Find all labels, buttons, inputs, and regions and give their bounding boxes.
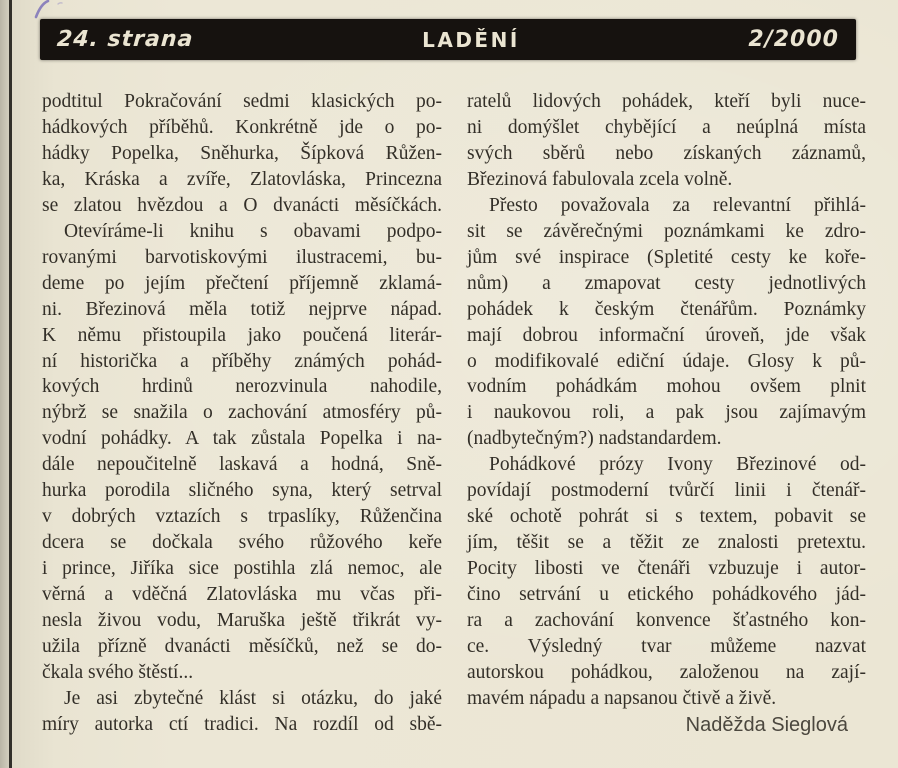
text-line: věrná a vděčná Zlatovláska mu včas při-	[42, 584, 442, 606]
text-line: se zlatou hvězdou a O dvanácti měsíčkách.	[42, 194, 442, 216]
text-line: ka, Kráska a zvíře, Zlatovláska, Princezna	[42, 168, 442, 190]
text-line: (nadbytečným?) nadstandardem.	[467, 428, 722, 450]
text-line: jím, těšit se a těžit ze znalosti pretextu.	[467, 532, 866, 554]
text-line: kových hrdinů nerozvinula nahodile,	[42, 376, 442, 398]
text-line: i prince, Jiříka sice postihla zlá nemoc, ale	[42, 558, 442, 580]
text-line: i naukovou roli, a pak jsou zajímavým	[467, 402, 866, 424]
text-line: K němu přistoupila jako poučená literár-	[42, 324, 442, 346]
left-column	[42, 89, 442, 738]
issue-number: 2/2000	[748, 27, 839, 52]
magazine-title: LADĚNÍ	[422, 27, 520, 52]
text-line: Je asi zbytečné klást si otázku, do jaké	[64, 687, 442, 709]
text-line: ni. Březinová měla totiž nejprve nápad.	[42, 298, 442, 320]
text-line: povídají postmoderní tvůrčí linii i čtenář-	[467, 480, 866, 502]
text-line: dále nepoučitelně laskavá a hodná, Sně-	[42, 454, 442, 476]
article-body	[42, 89, 866, 738]
text-line: hádkových příběhů. Konkrétně jde o po-	[42, 116, 442, 138]
text-line: Pocity libosti ve čtenáři vzbuzuje i autor-	[467, 558, 866, 580]
text-line: ce. Výsledný tvar můžeme nazvat	[467, 636, 866, 658]
text-line: vodním pohádkám mohou ovšem plnit	[467, 376, 866, 398]
author-signature: Naděžda Sieglová	[685, 713, 848, 736]
text-line: hádky Popelka, Sněhurka, Šípková Růžen-	[42, 142, 442, 164]
text-line: nům) a zmapovat cesty jednotlivých	[467, 272, 866, 294]
text-line: ratelů lidových pohádek, kteří byli nuce-	[467, 91, 866, 112]
header-bar	[40, 19, 856, 60]
text-line: Březinová fabulovala zcela volně.	[467, 168, 733, 190]
text-line: Pohádkové prózy Ivony Březinové od-	[489, 454, 866, 476]
text-line: ní historička a příběhy známých pohád-	[42, 350, 442, 372]
text-line: užila přízně dvanácti měsíčků, než se do-	[42, 636, 442, 658]
text-line: čino setrvání u etického pohádkového jád-	[467, 584, 866, 606]
text-line: čkala svého štěstí...	[42, 661, 194, 683]
text-line: ra a zachování konvence šťastného kon-	[467, 610, 866, 632]
page-number-label: 24. strana	[56, 27, 195, 52]
text-line: dcera se dočkala svého růžového keře	[42, 532, 442, 554]
text-line: svých sběrů nebo získaných záznamů,	[467, 142, 866, 164]
text-line: Otevíráme-li knihu s obavami podpo-	[64, 220, 442, 242]
text-line: ské ochotě pohrát si s textem, pobavit se	[467, 506, 866, 528]
text-line: deme po jejím přečtení příjemně zklamá-	[42, 272, 442, 294]
text-line: mají dobrou informační úroveň, jde však	[467, 324, 866, 346]
text-line: mavém nápadu a napsanou čtivě a živě.	[467, 687, 777, 709]
text-line: podtitul Pokračování sedmi klasických po-	[42, 91, 442, 112]
text-line: nýbrž se snažila o zachování atmosféry pů-	[42, 402, 442, 424]
text-line: jům své inspirace (Spletité cesty ke koře-	[467, 246, 866, 268]
page-spine-edge	[0, 0, 12, 768]
text-line: Přesto považovala za relevantní přihlá-	[489, 194, 866, 216]
text-line: nesla živou vodu, Maruška ještě třikrát vy-	[42, 610, 442, 632]
text-line: ni domýšlet chybějící a neúplná místa	[467, 116, 866, 138]
text-line: rovanými barvotiskovými ilustracemi, bu-	[42, 246, 442, 268]
pen-mark-annotation	[28, 0, 72, 20]
text-line: hurka porodila sličného syna, který setrval	[42, 480, 442, 502]
text-line: pohádek k českým čtenářům. Poznámky	[467, 298, 866, 320]
text-line: míry autorka ctí tradici. Na rozdíl od sbě-	[42, 713, 442, 735]
text-line: vodní pohádky. A tak zůstala Popelka i na-	[42, 428, 442, 450]
text-line: o modifikovalé ediční údaje. Glosy k pů-	[467, 350, 866, 372]
text-line: v dobrých vztazích s trpaslíky, Růženčina	[42, 506, 442, 528]
text-line: autorskou pohádkou, založenou na zají-	[467, 661, 866, 683]
right-column	[467, 89, 866, 738]
text-line: sit se závěrečnými poznámkami ke zdro-	[467, 220, 866, 242]
